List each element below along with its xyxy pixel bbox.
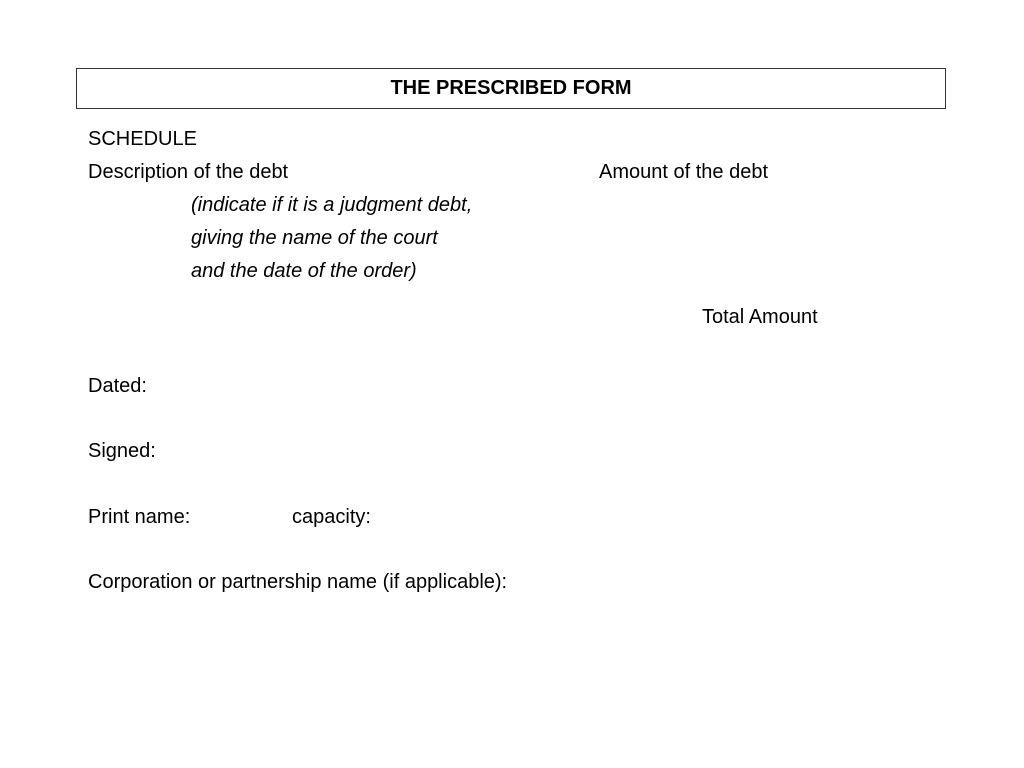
corporation-name-label: Corporation or partnership name (if applicable): [88,571,508,593]
signed-label: Signed: [88,440,156,462]
description-note-line-2: giving the name of the court [191,227,438,249]
dated-label: Dated: [88,375,147,397]
schedule-heading: SCHEDULE [88,128,197,150]
form-title-box [76,68,946,109]
print-name-label: Print name: [88,506,191,528]
total-amount-label: Total Amount [702,306,818,328]
description-note-line-3: and the date of the order) [191,260,417,282]
amount-header: Amount of the debt [599,161,769,183]
description-note-line-1: (indicate if it is a judgment debt, [191,194,473,216]
form-title: THE PRESCRIBED FORM [390,77,632,99]
description-header: Description of the debt [88,161,289,183]
capacity-label: capacity: [292,506,371,528]
